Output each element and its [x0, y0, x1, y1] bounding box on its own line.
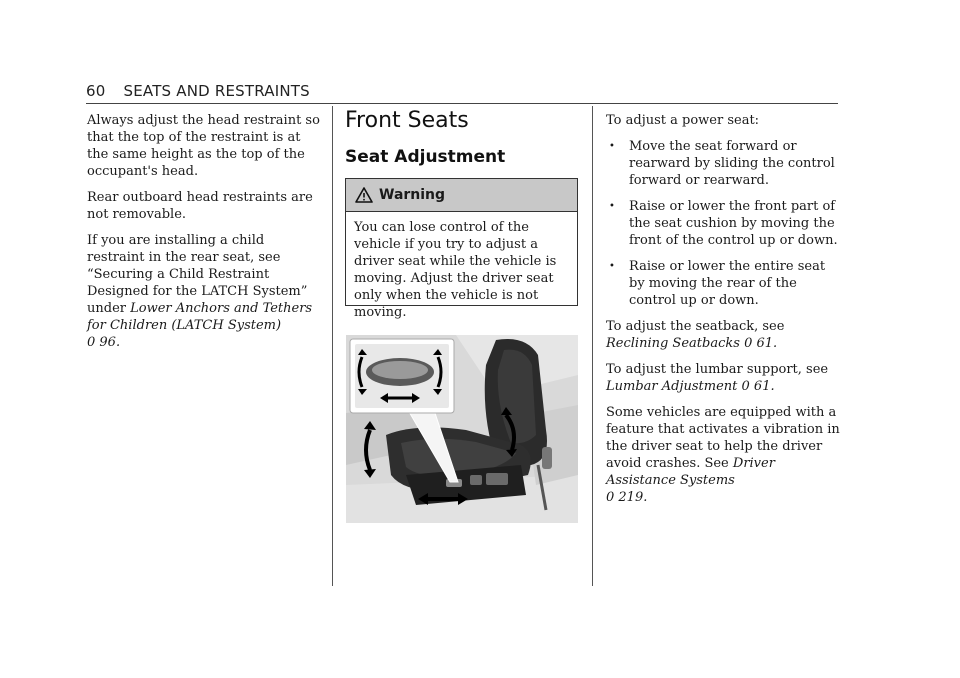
column-divider: [332, 106, 333, 586]
seat-illustration: [346, 335, 578, 523]
warning-text: You can lose control of the vehicle if you try to adjust a driver seat while the vehicle is moving. Adjust the driver seat only when the vehicle is not moving.: [354, 220, 557, 320]
page-ref[interactable]: 0 96.: [87, 335, 121, 350]
subsection-heading: Seat Adjustment: [345, 147, 506, 167]
warning-box: [345, 178, 578, 320]
link-latch[interactable]: Lower Anchors and Tethers for Children (LATCH System): [87, 301, 313, 333]
column-divider: [592, 106, 593, 586]
page-header: [86, 82, 310, 100]
page-number: 60: [86, 82, 106, 100]
bullet-list: [606, 138, 842, 309]
link-reclining-seatbacks[interactable]: Reclining Seatbacks: [606, 336, 740, 351]
warning-icon: [355, 187, 373, 203]
section-heading: Front Seats: [345, 108, 469, 133]
paragraph: To adjust the lumbar support, see Lumbar Adjustment 0 61.: [606, 362, 829, 394]
paragraph: If you are installing a child restraint in the rear seat, see “Securing a Child Restraint Designed for the LATCH System” under Lower Anchors and Tethers for Children (LATCH System) 0 96.: [87, 233, 313, 350]
header-rule: [86, 103, 838, 104]
paragraph: To adjust a power seat:: [606, 113, 760, 128]
paragraph: Always adjust the head restraint so that the top of the restraint is at the same height as the top of the occupant's head.: [87, 113, 320, 179]
page-ref[interactable]: 0 219.: [606, 490, 648, 505]
page-ref[interactable]: 0 61.: [741, 379, 775, 394]
warning-title: Warning: [379, 187, 446, 203]
list-item: • Raise or lower the front part of the seat cushion by moving the front of the control up or down.: [606, 198, 842, 249]
paragraph: Rear outboard head restraints are not removable.: [87, 190, 313, 222]
link-lumbar-adjustment[interactable]: Lumbar Adjustment: [606, 379, 738, 394]
paragraph: Some vehicles are equipped with a feature that activates a vibration in the driver seat to help the driver avoid crashes. See Driver Assistance Systems 0 219.: [606, 405, 840, 505]
seat-adjustment-illustration: [346, 335, 578, 523]
page-ref[interactable]: 0 61.: [744, 336, 778, 351]
column-right: [606, 112, 842, 515]
paragraph: To adjust the seatback, see Reclining Seatbacks 0 61.: [606, 319, 785, 351]
list-item: • Move the seat forward or rearward by sliding the control forward or rearward.: [606, 138, 842, 189]
list-item: • Raise or lower the entire seat by moving the rear of the control up or down.: [606, 258, 842, 309]
link-driver-assistance[interactable]: Driver Assistance Systems: [606, 456, 775, 488]
warning-header: [346, 179, 577, 212]
section-title: SEATS AND RESTRAINTS: [123, 82, 310, 100]
column-left: [87, 112, 323, 360]
